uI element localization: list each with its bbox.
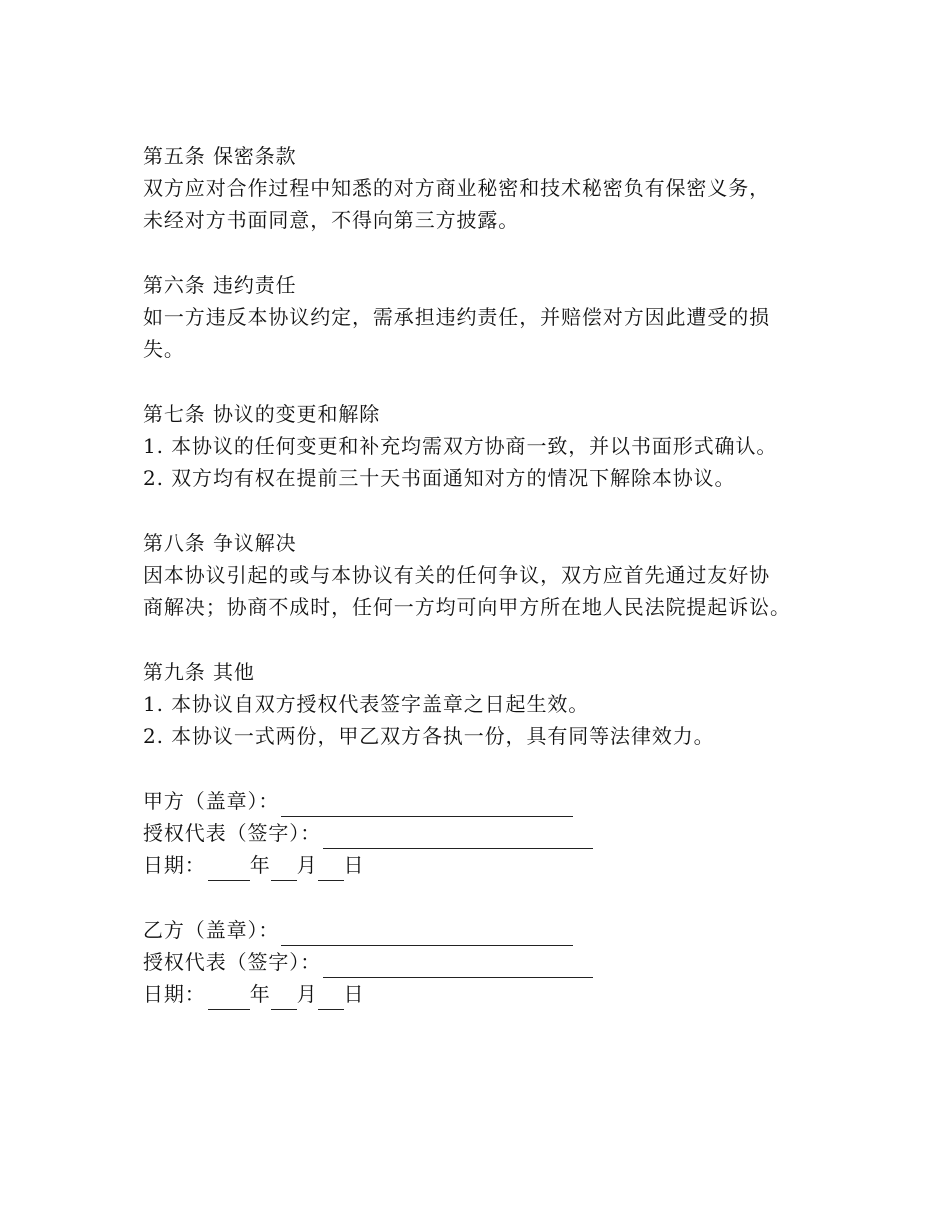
paragraph-gap <box>143 494 863 527</box>
section-title: 第六条 违约责任 <box>143 273 297 297</box>
section-text: 因本协议引起的或与本协议有关的任何争议，双方应首先通过友好协 <box>143 563 770 587</box>
paragraph-gap <box>143 236 863 269</box>
party-b-rep-row <box>143 946 863 978</box>
party-b-year-blank[interactable] <box>208 987 250 1010</box>
list-item: 1. 本协议的任何变更和补充均需双方协商一致，并以书面形式确认。 <box>143 434 778 458</box>
section-6 <box>143 269 863 365</box>
party-a-date-row <box>143 849 863 881</box>
year-label: 年 <box>249 853 271 877</box>
party-b-date-label: 日期： <box>143 982 206 1006</box>
day-label: 日 <box>343 853 365 877</box>
party-b-date-row <box>143 978 863 1010</box>
section-title: 第八条 争议解决 <box>143 531 297 555</box>
party-a-seal-blank[interactable] <box>281 794 573 817</box>
day-label: 日 <box>343 982 365 1006</box>
section-9 <box>143 656 863 752</box>
section-title: 第九条 其他 <box>143 660 255 684</box>
party-a-seal-row <box>143 785 863 817</box>
paragraph-gap <box>143 365 863 398</box>
party-a-year-blank[interactable] <box>208 858 250 881</box>
party-a-seal-label: 甲方（盖章）： <box>143 789 280 813</box>
party-a-day-blank[interactable] <box>318 858 344 881</box>
section-text: 如一方违反本协议约定，需承担违约责任，并赔偿对方因此遭受的损 <box>143 305 770 329</box>
paragraph-gap <box>143 623 863 656</box>
section-title: 第五条 保密条款 <box>143 144 297 168</box>
paragraph-gap <box>143 752 863 785</box>
year-label: 年 <box>249 982 271 1006</box>
list-item: 2. 本协议一式两份，甲乙双方各执一份，具有同等法律效力。 <box>143 724 715 748</box>
paragraph-gap <box>143 881 863 914</box>
section-5 <box>143 140 863 236</box>
document-page <box>143 140 863 1010</box>
section-text: 双方应对合作过程中知悉的对方商业秘密和技术秘密负有保密义务， <box>143 176 770 200</box>
month-label: 月 <box>296 982 318 1006</box>
section-text: 商解决；协商不成时，任何一方均可向甲方所在地人民法院提起诉讼。 <box>143 595 791 619</box>
party-b-seal-label: 乙方（盖章）： <box>143 918 280 942</box>
party-b-rep-label: 授权代表（签字）： <box>143 950 322 974</box>
party-a-date-label: 日期： <box>143 853 206 877</box>
list-item: 1. 本协议自双方授权代表签字盖章之日起生效。 <box>143 692 590 716</box>
section-8 <box>143 527 863 623</box>
party-b-seal-blank[interactable] <box>281 923 573 946</box>
list-item: 2. 双方均有权在提前三十天书面通知对方的情况下解除本协议。 <box>143 466 736 490</box>
section-text: 失。 <box>143 337 185 361</box>
party-b-signature-block <box>143 914 863 1010</box>
month-label: 月 <box>296 853 318 877</box>
party-a-month-blank[interactable] <box>271 858 297 881</box>
party-b-rep-blank[interactable] <box>323 955 593 978</box>
section-7 <box>143 398 863 494</box>
party-a-signature-block <box>143 785 863 881</box>
party-b-seal-row <box>143 914 863 946</box>
party-a-rep-label: 授权代表（签字）： <box>143 821 322 845</box>
party-a-rep-blank[interactable] <box>323 826 593 849</box>
party-a-rep-row <box>143 817 863 849</box>
party-b-month-blank[interactable] <box>271 987 297 1010</box>
section-text: 未经对方书面同意，不得向第三方披露。 <box>143 208 520 232</box>
section-title: 第七条 协议的变更和解除 <box>143 402 381 426</box>
party-b-day-blank[interactable] <box>318 987 344 1010</box>
